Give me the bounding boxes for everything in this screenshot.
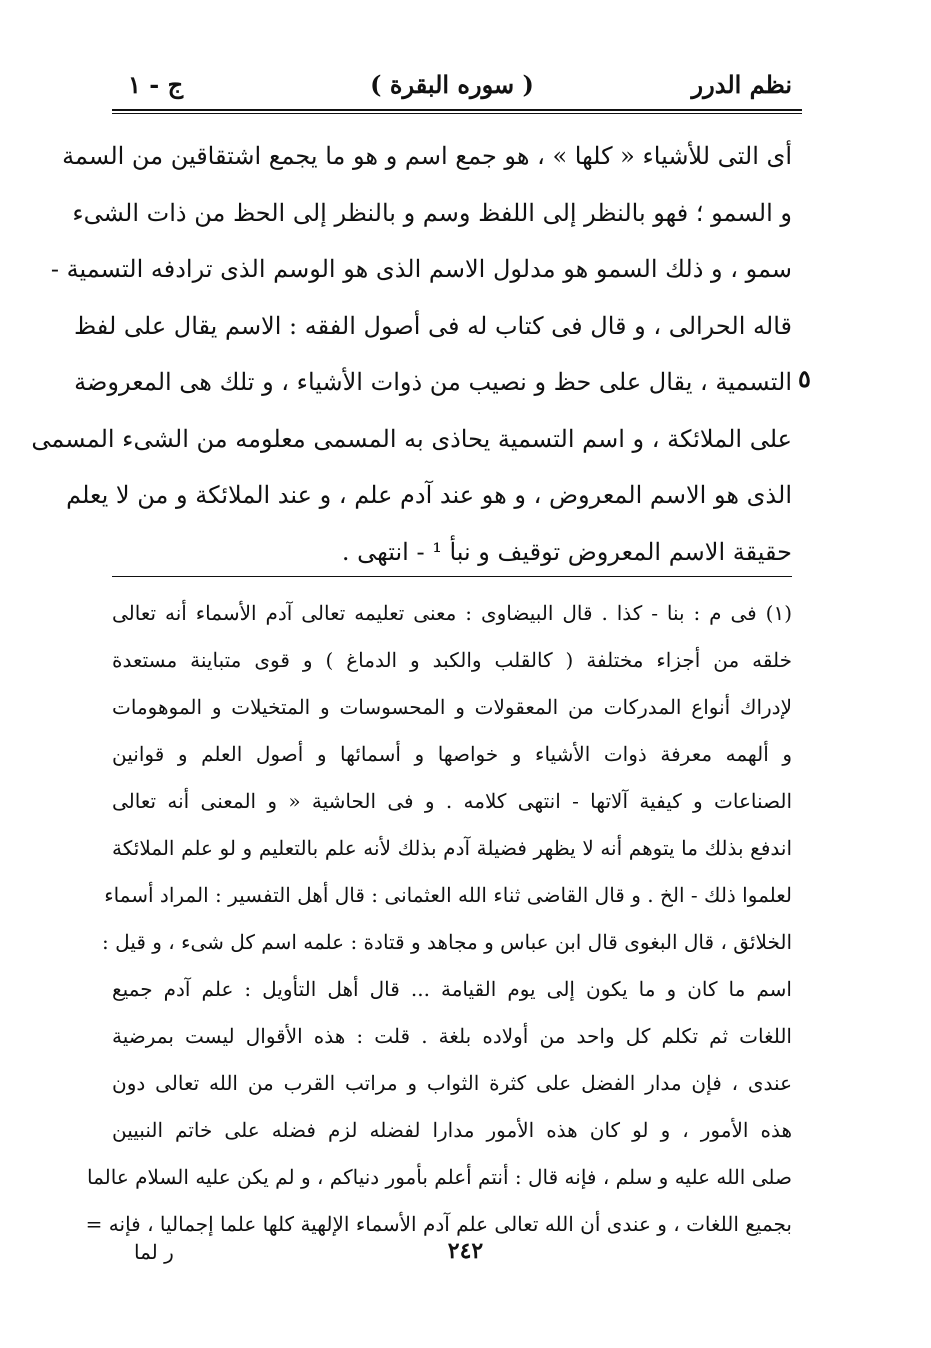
footnote-line: الصناعات و كيفية آلاتها - انتهى كلامه . و فى الحاشية « و المعنى أنه تعالى (112, 789, 792, 813)
signature-mark: ر لما (134, 1240, 174, 1264)
volume-label: ج - ١ (128, 70, 184, 99)
page-header (112, 62, 792, 102)
footnote-line: صلى الله عليه و سلم ، فإنه قال : أنتم أعلم بأمور دنياكم ، و لم يكن عليه السلام عالما (87, 1165, 792, 1189)
text-line: الذى هو الاسم المعروض ، و هو عند آدم علم ، و عند الملائكة و من لا يعلم (66, 481, 792, 509)
header-rule (112, 109, 802, 114)
main-text (31, 128, 792, 580)
footnote-line: اندفع بذلك ما يتوهم أنه لا يظهر فضيلة آدم بذلك لأنه علم بالتعليم و لو علم الملائكة (112, 836, 792, 860)
text-line: و السمو ؛ فهو بالنظر إلى اللفظ وسم و بالنظر إلى الحظ من ذات الشىء (72, 198, 792, 227)
text-line: قاله الحرالى ، و قال فى كتاب له فى أصول الفقه : الاسم يقال على لفظ (74, 311, 792, 340)
surah-title: ( سوره البقرة ) (370, 70, 534, 99)
line-number-marker: ٥ (798, 364, 811, 393)
footnote-line: اللغات ثم تكلم كل واحد من أولاده بلغة . قلت : هذه الأقوال ليست بمرضية (112, 1024, 792, 1048)
text-line: حقيقة الاسم المعروض توقيف و نبأ ¹ - انتهى . (341, 537, 792, 566)
footnote-line: هذه الأمور ، و لو كان هذه الأمور مدارا لفضله لزم فضله على خاتم النبيين (112, 1118, 792, 1142)
footnote-line: خلقه من أجزاء مختلفة ( كالقلب والكبد و الدماغ ) و قوى متباينة مستعدة (112, 648, 792, 672)
footnotes (85, 590, 792, 1248)
book-title: نظم الدرر (691, 70, 792, 99)
footnote-line: و ألهمه معرفة ذوات الأشياء و خواصها و أسمائها و أصول العلم و قوانين (112, 742, 792, 766)
text-line: على الملائكة ، و اسم التسمية يحاذى به المسمى معلومه من الشىء المسمى (31, 424, 792, 453)
footnote-line: الخلائق ، قال البغوى قال ابن عباس و مجاهد و قتادة : علمه اسم كل شىء ، و قيل : (102, 930, 792, 954)
footnote-line: عندى ، فإن مدار الفضل على كثرة الثواب و مراتب القرب من الله تعالى دون (112, 1071, 792, 1095)
footnote-line: (١) فى م : بنا - كذا . قال البيضاوى : معنى تعليمه تعالى آدم الأسماء أنه تعالى (112, 601, 792, 625)
text-line: أى التى للأشياء « كلها » ، هو جمع اسم و هو ما يجمع اشتقاقين من السمة (62, 142, 792, 170)
footnote-line: لإدراك أنواع المدركات من المعقولات و المحسوسات و المتخيلات و الموهومات (112, 695, 792, 719)
footnote-line: اسم ما كان و ما يكون إلى يوم القيامة ... قال أهل التأويل : علم آدم جميع (112, 977, 792, 1001)
text-line: سمو ، و ذلك السمو هو مدلول الاسم الذى هو الوسم الذى ترادفه التسمية - (50, 255, 792, 283)
page-number: ٢٤٢ (447, 1238, 484, 1264)
text-line: التسمية ، يقال على حظ و نصيب من ذوات الأشياء ، و تلك هى المعروضة (74, 368, 792, 396)
footnote-rule (112, 576, 792, 577)
footnote-line: لعلموا ذلك - الخ . و قال القاضى ثناء الله العثمانى : قال أهل التفسير : المراد أسماء (104, 883, 792, 907)
footnote-line: بجميع اللغات ، و عندى أن الله تعالى علم آدم الأسماء الإلهية كلها علما إجماليا ، فإنه = (85, 1212, 792, 1236)
